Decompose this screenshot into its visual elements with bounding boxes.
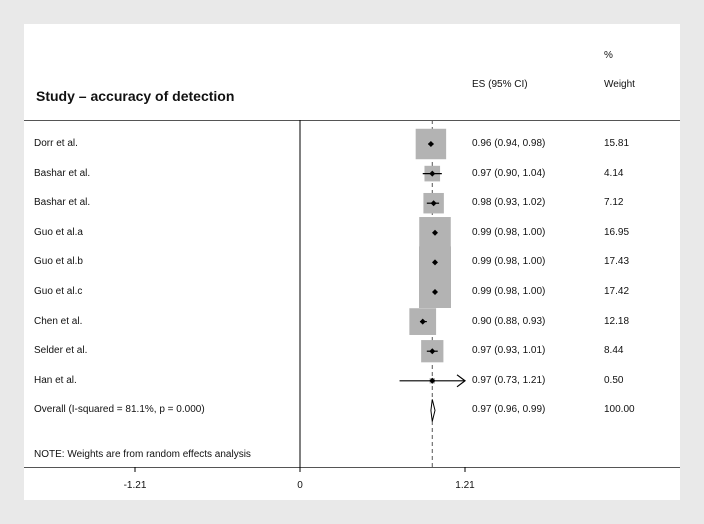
- study-weight-text: 8.44: [604, 345, 624, 357]
- study-name: Guo et al.b: [34, 256, 83, 268]
- x-tick-label: -1.21: [123, 480, 147, 491]
- study-name: Guo et al.a: [34, 226, 83, 238]
- forest-plot: [24, 24, 680, 500]
- study-ci-text: 0.99 (0.98, 1.00): [472, 286, 546, 297]
- study-weight-text: 15.81: [604, 138, 630, 149]
- weight-header: Weight: [604, 79, 635, 90]
- es-header: ES (95% CI): [472, 79, 528, 90]
- study-weight-text: 16.95: [604, 226, 630, 238]
- chart-title: Study – accuracy of detection: [36, 88, 235, 104]
- study-name: Guo et al.c: [34, 286, 83, 297]
- study-weight-text: 17.42: [604, 286, 630, 297]
- study-ci-text: 0.96 (0.94, 0.98): [472, 138, 546, 149]
- overall-ci-text: 0.97 (0.96, 0.99): [472, 404, 546, 416]
- study-ci-text: 0.90 (0.88, 0.93): [472, 315, 546, 327]
- study-ci-text: 0.98 (0.93, 1.02): [472, 197, 546, 209]
- x-tick-label: 1.21: [455, 480, 475, 491]
- study-name: Han et al.: [34, 374, 77, 386]
- study-name: Dorr et al.: [34, 138, 78, 149]
- overall-weight-text: 100.00: [604, 404, 635, 416]
- study-weight-text: 4.14: [604, 167, 624, 179]
- study-ci-text: 0.97 (0.73, 1.21): [472, 374, 546, 386]
- forest-graphics: [24, 24, 680, 500]
- x-tick-label: 0: [297, 480, 303, 491]
- overall-diamond: [431, 399, 435, 421]
- study-name: Bashar et al.: [34, 197, 91, 209]
- study-weight-text: 12.18: [604, 315, 630, 327]
- overall-label: Overall (I-squared = 81.1%, p = 0.000): [34, 404, 205, 416]
- study-weight-text: 17.43: [604, 256, 630, 268]
- study-name: Selder et al.: [34, 345, 88, 357]
- study-ci-text: 0.99 (0.98, 1.00): [472, 226, 546, 238]
- study-ci-text: 0.97 (0.93, 1.01): [472, 345, 546, 357]
- note-text: NOTE: Weights are from random effects analysis: [34, 449, 251, 460]
- weight-percent-header: %: [604, 50, 613, 61]
- study-weight-text: 0.50: [604, 374, 624, 386]
- study-ci-text: 0.97 (0.90, 1.04): [472, 167, 546, 179]
- study-weight-text: 7.12: [604, 197, 624, 209]
- study-name: Chen et al.: [34, 315, 83, 327]
- study-ci-text: 0.99 (0.98, 1.00): [472, 256, 546, 268]
- study-name: Bashar et al.: [34, 167, 91, 179]
